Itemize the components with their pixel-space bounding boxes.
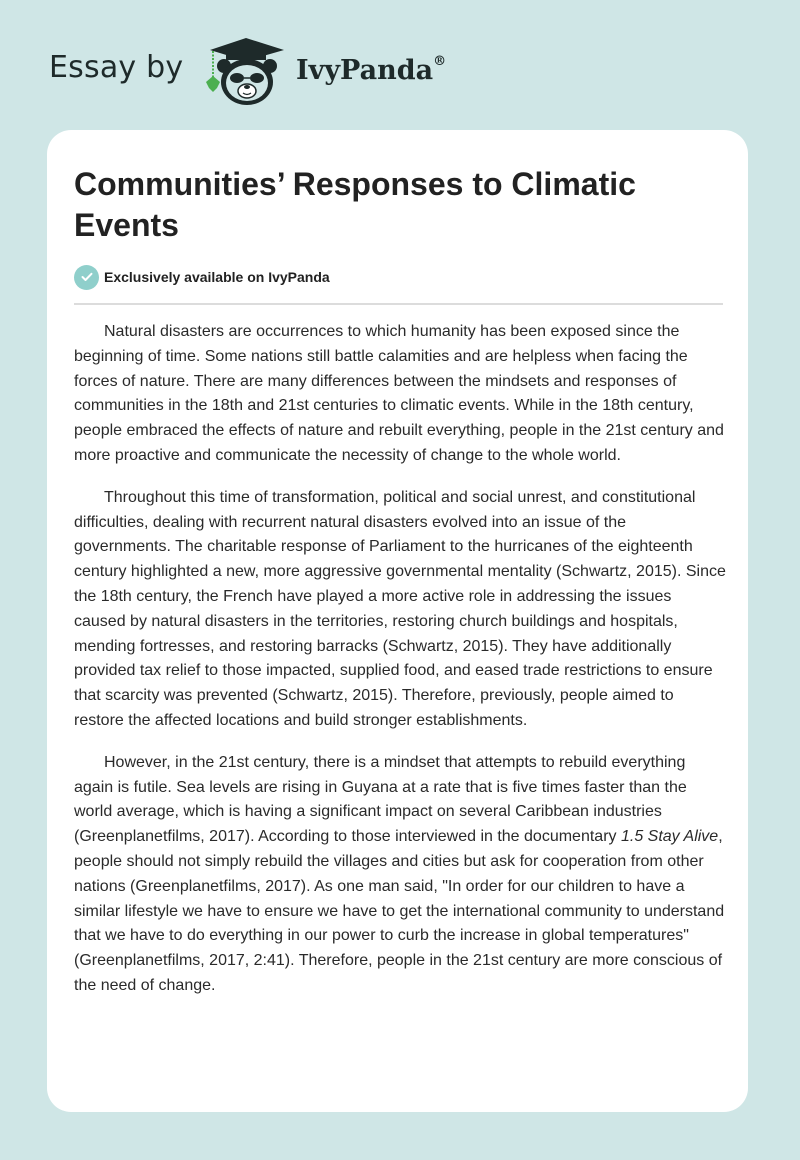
essay-by-label: Essay by [49, 50, 184, 85]
essay-card [47, 130, 748, 1112]
site-header [0, 0, 800, 130]
registered-mark: ® [433, 54, 447, 69]
paragraph [74, 751, 726, 999]
paragraph-text: Throughout this time of transformation, political and social unrest, and constitutional difficulties, dealing with recurrent natural disasters evolved into an issue of the governments. The charitable response of Parliament to the hurricanes of the eighteenth century highlighted a new, more aggressive governmental mentality (Schwartz, 2015). Since the 18th century, the French have played a more active role in addressing the issues caused by natural disasters in the territories, restoring church buildings and hospitals, mending fortresses, and restoring barracks (Schwartz, 2015). They have additionally provided tax relief to those impacted, supplied food, and eased trade restrictions to ensure that scarcity was prevented (Schwartz, 2015). Therefore, previously, people aimed to restore the affected locations and build stronger establishments. [74, 488, 726, 729]
paragraph-text: , people should not simply rebuild the villages and cities but ask for cooperation from other nations (Greenplanetfilms, 2017). As one man said, "In order for our children to have a similar lifestyle we have to ensure we have to get the international community to understand that we have to do everything in our power to curb the increase in global temperatures" (Greenplanetfilms, 2017, 2:41). Therefore, people in the 21st century are more conscious of the need of change. [74, 828, 725, 994]
paragraph [74, 320, 726, 469]
divider [74, 303, 723, 305]
essay-body [74, 320, 726, 1016]
essay-title: Communities’ Responses to Climatic Events [74, 166, 636, 243]
documentary-title: 1.5 Stay Alive [620, 828, 719, 846]
check-circle-icon [74, 265, 99, 290]
panda-logo-icon[interactable] [200, 36, 292, 108]
paragraph-text: Natural disasters are occurrences to which humanity has been exposed since the beginning of time. Some nations still battle calamities and are helpless when facing the forces of nature. There are many differences between the mindsets and responses of communities in the 18th and 21st centuries to climatic events. While in the 18th century, people embraced the effects of nature and rebuilt everything, people in the 21st century and more proactive and communicate the necessity of change to the whole world. [74, 323, 724, 464]
paragraph [74, 486, 726, 734]
paragraph-text: However, in the 21st century, there is a mindset that attempts to rebuild everything again is futile. Sea levels are rising in Guyana at a rate that is five times faster than the world average, which is having a significant impact on several Caribbean industries (Greenplanetfilms, 2017). According to those interviewed in the documentary [74, 753, 687, 846]
brand-name[interactable] [296, 55, 446, 86]
exclusive-label: Exclusively available on IvyPanda [104, 269, 330, 285]
brand-name-text: IvyPanda [296, 55, 434, 86]
exclusive-badge [74, 264, 330, 290]
